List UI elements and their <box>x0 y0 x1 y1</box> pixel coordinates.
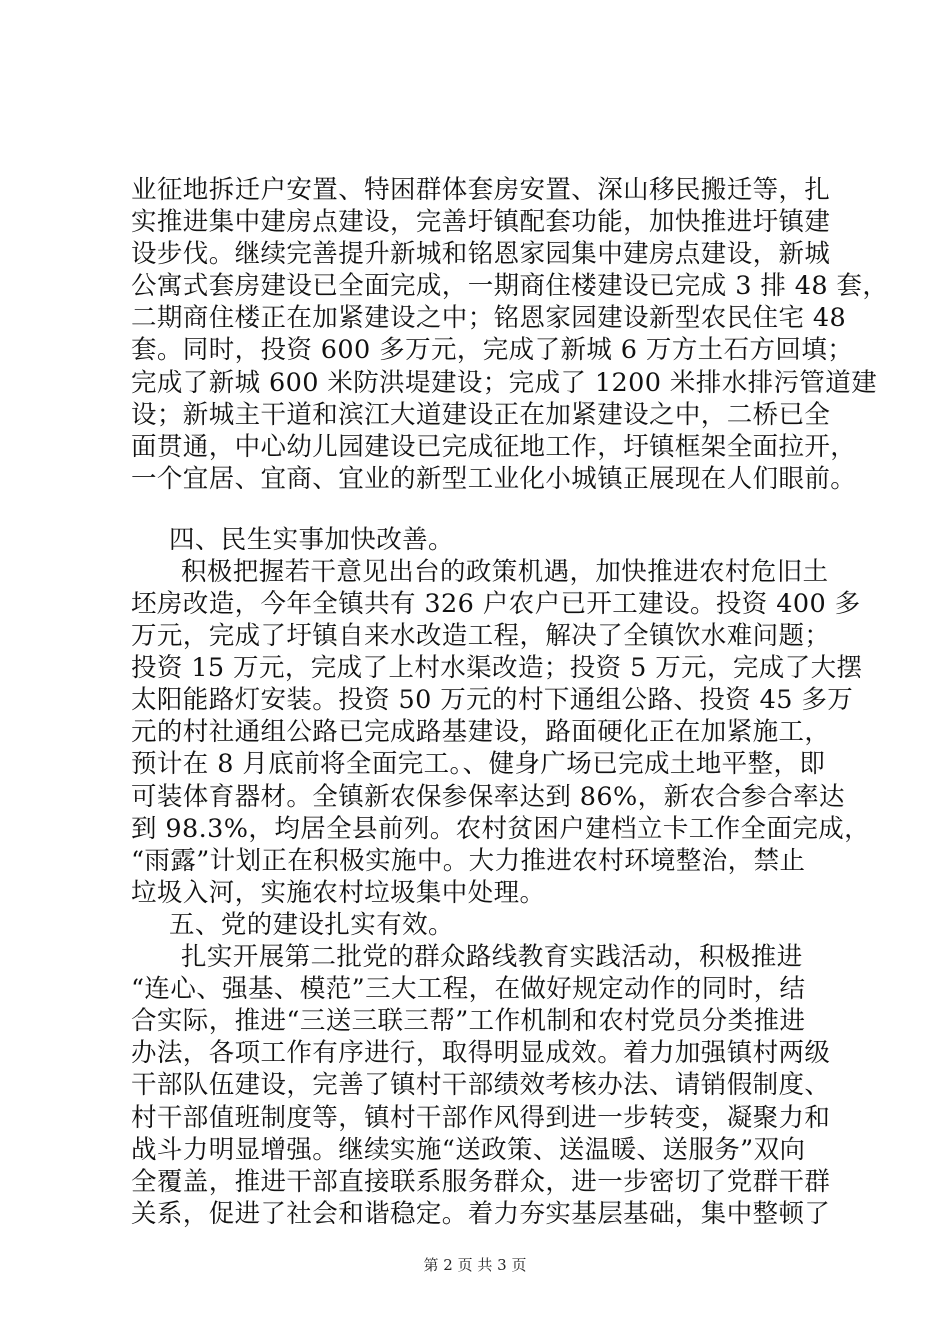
page-footer: 第 2 页 共 3 页 <box>423 1256 527 1274</box>
paragraph-3-line: 村干部值班制度等，镇村干部作风得到进一步转变，凝聚力和 <box>131 1103 831 1133</box>
paragraph-2-line: 万元，完成了圩镇自来水改造工程，解决了全镇饮水难问题； <box>131 621 831 651</box>
paragraph-1-line: 一个宜居、宜商、宜业的新型工业化小城镇正展现在人们眼前。 <box>131 464 857 494</box>
paragraph-1-line: 二期商住楼正在加紧建设之中；铭恩家园建设新型农民住宅 48 <box>131 303 847 333</box>
paragraph-2-line: 到 98.3%，均居全县前列。农村贫困户建档立卡工作全面完成， <box>131 814 871 844</box>
section-heading-5: 五、党的建设扎实有效。 <box>169 910 454 940</box>
paragraph-2-line: 坯房改造，今年全镇共有 326 户农户已开工建设。投资 400 多 <box>131 589 861 619</box>
paragraph-3-line: 关系，促进了社会和谐稳定。着力夯实基层基础，集中整顿了 <box>131 1199 831 1229</box>
paragraph-1-line: 面贯通，中心幼儿园建设已完成征地工作，圩镇框架全面拉开， <box>131 432 857 462</box>
paragraph-1-line: 业征地拆迁户安置、特困群体套房安置、深山移民搬迁等，扎 <box>131 175 831 205</box>
paragraph-3-line: “连心、强基、模范”三大工程，在做好规定动作的同时，结 <box>131 974 806 1004</box>
section-heading-4: 四、民生实事加快改善。 <box>169 525 454 555</box>
paragraph-2-line: 积极把握若干意见出台的政策机遇，加快推进农村危旧土 <box>181 557 829 587</box>
paragraph-2-line: 垃圾入河，实施农村垃圾集中处理。 <box>131 878 546 908</box>
paragraph-1-line: 套。同时，投资 600 多万元，完成了新城 6 万方土石方回填； <box>131 335 854 365</box>
paragraph-1-line: 设步伐。继续完善提升新城和铭恩家园集中建房点建设，新城 <box>131 239 831 269</box>
paragraph-1-line: 完成了新城 600 米防洪堤建设；完成了 1200 米排水排污管道建 <box>131 368 878 398</box>
paragraph-3-line: 办法，各项工作有序进行，取得明显成效。着力加强镇村两级 <box>131 1038 831 1068</box>
paragraph-3-line: 合实际，推进“三送三联三帮”工作机制和农村党员分类推进 <box>131 1006 806 1036</box>
paragraph-3-line: 全覆盖，推进干部直接联系服务群众，进一步密切了党群干群 <box>131 1167 831 1197</box>
paragraph-2-line: 元的村社通组公路已完成路基建设，路面硬化正在加紧施工， <box>131 717 831 747</box>
paragraph-1-line: 设；新城主干道和滨江大道建设正在加紧建设之中，二桥已全 <box>131 400 831 430</box>
paragraph-2-line: 投资 15 万元，完成了上村水渠改造；投资 5 万元，完成了大摆 <box>131 653 863 683</box>
paragraph-3-line: 扎实开展第二批党的群众路线教育实践活动，积极推进 <box>181 942 803 972</box>
paragraph-1-line: 公寓式套房建设已全面完成，一期商住楼建设已完成 3 排 48 套， <box>131 271 889 301</box>
paragraph-3-line: 干部队伍建设，完善了镇村干部绩效考核办法、请销假制度、 <box>131 1070 831 1100</box>
paragraph-3-line: 战斗力明显增强。继续实施“送政策、送温暖、送服务”双向 <box>131 1135 806 1165</box>
paragraph-2-line: 预计在 8 月底前将全面完工。、健身广场已完成土地平整，即 <box>131 749 826 779</box>
paragraph-2-line: “雨露”计划正在积极实施中。大力推进农村环境整治，禁止 <box>131 846 806 876</box>
paragraph-2-line: 太阳能路灯安装。投资 50 万元的村下通组公路、投资 45 多万 <box>131 685 854 715</box>
paragraph-1-line: 实推进集中建房点建设，完善圩镇配套功能，加快推进圩镇建 <box>131 207 831 237</box>
paragraph-2-line: 可装体育器材。全镇新农保参保率达到 86%，新农合参合率达 <box>131 782 845 812</box>
